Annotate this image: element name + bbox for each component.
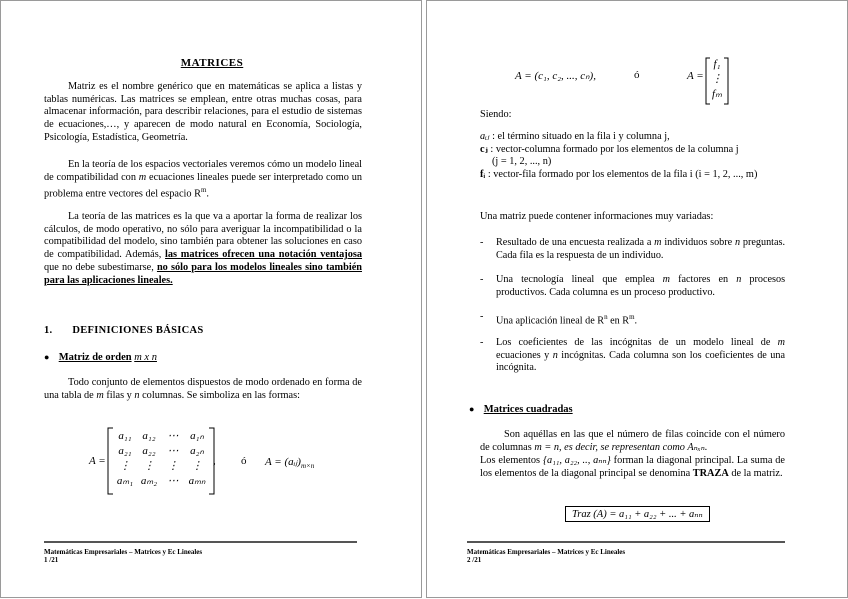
vector-entry: f₁ (713, 58, 721, 70)
paragraph-square: Son aquéllas en las que el número de filas coincide con el número de columnas m = n, es decir, se representan como Aₙₓₙ. (480, 429, 785, 453)
bullet-matrix-order: ● Matriz de orden m x n (44, 352, 157, 363)
definitions: aᵢⱼ : el término situado en la fila i y columna j, cⱼ : vector-columna formado por los elementos de la columna j (j = 1, 2, ..., n) fᵢ : vector-fila formado por los elementos de la fila i (i = 1, 2, ..., m) (480, 131, 758, 181)
footer: Matemáticas Empresariales – Matrices y Ec Lineales 1 /21 (44, 548, 203, 564)
bullet-square-matrices: ● Matrices cuadradas (469, 404, 573, 415)
matrix-cell: ⋯ (167, 475, 179, 487)
dash-marker: - (480, 274, 484, 285)
matrix-row (113, 474, 209, 489)
paragraph-matrix-theory: La teoría de las matrices es la que va a aportar la forma de realizar los cálculos, de modo operativo, no sólo para averiguar la incompatibilidad o la compatibilidad del modelo, sino también para obtener las soluciones en caso de compatibilidad. Además, las matrices ofrecen una notación ventajosa que no debe subestimarse, no sólo para los modelos lineales sino también para las aplicaciones lineales. (44, 211, 363, 286)
vector-entry: fₘ (712, 88, 722, 100)
info-intro: Una matriz puede contener informaciones muy variadas: (480, 211, 714, 222)
paragraph-intro: Matriz es el nombre genérico que en matemáticas se aplica a listas y tablas numéricas. Las matrices se emplean, entre otras muchas cosas, para almacenar información, para describir relaciones, para el estudio de sistemas de ecuaciones,…, y aparecen de modo natural en Economía, Sociología, Psicología, Estadística, Geometría. (44, 81, 362, 143)
document-title: MATRICES (180, 57, 244, 69)
footer: Matemáticas Empresariales – Matrices y Ec Lineales 2 /21 (467, 548, 626, 564)
matrix-row (113, 429, 209, 444)
paragraph-diagonal: Los elementos {a₁₁, a₂₂, .., aₙₙ} forman la diagonal principal. La suma de los elementos de la diagonal principal se denomina TRAZA de la matriz. (480, 455, 785, 479)
bullet-icon: ● (44, 352, 50, 362)
matrix-cell: a₁₂ (142, 430, 156, 442)
bullet-icon: ● (469, 404, 475, 414)
info-list-item: - Una tecnología lineal que emplea m factores en n procesos productivos. Cada columna es un proceso productivo. (480, 274, 786, 298)
info-list-item: - Una aplicación lineal de $R^n$ en $R^m$. (480, 311, 638, 327)
matrix-cell: aₘₙ (188, 475, 206, 487)
siendo-label: Siendo: (480, 109, 512, 120)
dash-marker: - (480, 311, 484, 322)
vector-formula: A = (c₁, c₂, ..., cₙ), (515, 70, 596, 82)
matrix-cell: a₂₁ (118, 445, 132, 457)
matrix-row (113, 444, 209, 459)
info-list-item: - Resultado de una encuesta realizada a m individuos sobre n preguntas. Cada fila es la respuesta de un individuo. (480, 237, 786, 261)
matrix-cell: a₁ₙ (190, 430, 204, 442)
matrix-cell: ⋮ (143, 460, 155, 472)
dash-marker: - (480, 237, 484, 248)
matrix-cell: ⋮ (167, 460, 179, 472)
matrix-cell: aₘ₁ (116, 475, 134, 487)
or-text: ó (634, 69, 640, 81)
paragraph-vector-spaces: En la teoría de los espacios vectoriales veremos cómo un modelo lineal de compatibilidad con m ecuaciones lineales puede ser interpretado como un problema entre vectores del espacio $R^m$. (44, 159, 362, 200)
matrix-cell: a₂ₙ (190, 445, 204, 457)
footer-rule (44, 541, 357, 543)
matrix-formula: A = a₁₁ a₁₂ ⋯ a₁ₙ a₂₁ a₂₂ ⋯ a₂ₙ ⋮ ⋮ ⋮ ⋮ aₘ₁ aₘ₂ ⋯ aₘₙ , ó $A = (aᵢⱼ)_{m\times n}$ (89, 425, 389, 497)
matrix-cell: ⋮ (119, 460, 131, 472)
footer-rule (467, 541, 785, 543)
info-list-item: - Los coeficientes de las incógnitas de un modelo lineal de m ecuaciones y n incógnitas. Cada columna son los coeficientes de una incógnita. (480, 337, 785, 374)
section-heading: 1. DEFINICIONES BÁSICAS (44, 325, 204, 336)
matrix-cell: ⋯ (167, 445, 179, 457)
page-2 (426, 0, 848, 598)
matrix-row (113, 459, 209, 474)
page-1 (0, 0, 422, 598)
dash-marker: - (480, 337, 484, 348)
matrix-cell: ⋮ (191, 460, 203, 472)
matrix-grid (113, 429, 209, 489)
trace-formula: Traz (A) = a₁₁ + a₂₂ + ... + aₙₙ (565, 506, 710, 522)
column-vector-formula: A = f₁ ⋮ fₘ (687, 57, 747, 105)
paragraph-definition: Todo conjunto de elementos dispuestos de modo ordenado en forma de una tabla de m filas y n columnas. Se simboliza en las formas: (44, 377, 362, 401)
matrix-cell: a₂₂ (142, 445, 156, 457)
matrix-cell: a₁₁ (118, 430, 132, 442)
matrix-cell: aₘ₂ (140, 475, 158, 487)
vector-entry: ⋮ (711, 73, 723, 85)
matrix-cell: ⋯ (167, 430, 179, 442)
